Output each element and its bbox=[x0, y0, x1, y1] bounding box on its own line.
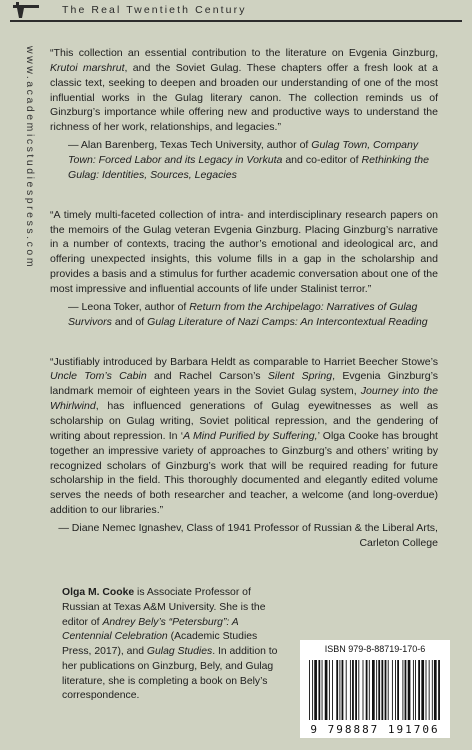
text-run: Krutoi marshrut bbox=[50, 61, 125, 74]
text-run: is Associate Professor of Russian at Texas A&M University. She is the editor of bbox=[62, 587, 266, 628]
barcode-bar bbox=[432, 660, 433, 720]
text-run: and co-editor of bbox=[282, 154, 362, 167]
blurb-quote bbox=[50, 355, 438, 518]
text-run: “A timely multi-faceted collection of intra- and interdisciplinary research papers on the memoirs of the Gulag veteran Evgenia Ginzburg. Placing Ginzburg’s narrative in a number of contexts, tracing the author’s emotional and ideological arc, and offering unexpected insights, this volume fills in a gap in the scholarship and provides a basis and a stimulus for further academic conversation about one of the most impressive and influential accounts of life under Stalinist terror.” bbox=[50, 208, 438, 296]
publisher-logo-icon bbox=[12, 2, 40, 20]
text-run: Olga M. Cooke bbox=[62, 587, 135, 598]
text-run: , Evgenia Ginzburg’s landmark memoir of eighteen years in the Soviet Gulag system, bbox=[50, 370, 438, 398]
barcode-bar bbox=[358, 660, 359, 720]
blurb-attribution bbox=[50, 521, 438, 551]
blurbs bbox=[50, 46, 438, 551]
barcode-bar bbox=[402, 660, 403, 720]
barcode-bar bbox=[415, 660, 416, 720]
barcode-bar bbox=[405, 660, 407, 720]
barcode-bar bbox=[429, 660, 430, 720]
barcode-bar bbox=[388, 660, 389, 720]
text-run: Gulag Studies bbox=[146, 646, 213, 658]
barcode-bar bbox=[355, 660, 357, 720]
text-run: Rethinking the Gulag: Identities, Sources, Legacies bbox=[68, 154, 429, 181]
barcode-bar bbox=[397, 660, 399, 720]
barcode-bar bbox=[378, 660, 380, 720]
header-rule bbox=[10, 20, 462, 22]
barcode-bar bbox=[376, 660, 377, 720]
text-run: A Mind Purified by Suffering, bbox=[183, 429, 318, 442]
text-run: “Justifiably introduced by Barbara Heldt as comparable to Harriet Beecher Stowe’s bbox=[50, 355, 438, 368]
barcode-bar bbox=[332, 660, 333, 720]
barcode bbox=[300, 640, 450, 738]
series-title: The Real Twentieth Century bbox=[62, 4, 247, 16]
text-run: Gulag Town, Company Town: Forced Labor and its Legacy in Vorkuta bbox=[68, 139, 419, 167]
barcode-bar bbox=[314, 660, 317, 720]
barcode-bar bbox=[352, 660, 354, 720]
barcode-bar bbox=[366, 660, 368, 720]
barcode-bar bbox=[336, 660, 338, 720]
barcode-bar bbox=[408, 660, 411, 720]
text-run: , and the Soviet Gulag. These chapters offer a fresh look at a classic text, seeking to deepen and broaden our understanding of one of the most influential works in the Gulag literary canon. The collection reminds us of Ginzburg’s importance while offering new and productive ways to understand the richness of her work, relationships, and legacies.” bbox=[50, 61, 438, 134]
barcode-bar bbox=[369, 660, 370, 720]
barcode-bar bbox=[372, 660, 375, 720]
publisher-url: www.academicstudiespress.com bbox=[24, 46, 36, 270]
barcode-bar bbox=[329, 660, 330, 720]
text-run: . In addition to her publications on Ginzburg, Bely, and Gulag literature, she is completing a book on Bely’s correspondence. bbox=[62, 646, 278, 702]
blurb-quote bbox=[50, 208, 438, 297]
text-run: Return from the Archipelago: Narratives of Gulag Survivors bbox=[68, 300, 418, 328]
barcode-bar bbox=[418, 660, 420, 720]
barcode-bar bbox=[385, 660, 387, 720]
barcode-bar bbox=[350, 660, 351, 720]
isbn-label: ISBN 979-8-88719-170-6 bbox=[324, 644, 426, 654]
text-run: ’ Olga Cooke has brought together an impressive variety of approaches to Ginzburg’s and others’ writing by recognized scholars of Ginzburg’s work that will be required reading for future scholarship in the field. This thoroughly documented and elegantly edited volume serves the needs of both researcher and teacher, a welcome (and long-overdue) addition to our libraries.” bbox=[50, 429, 438, 517]
text-run: Journey into the Whirlwind bbox=[50, 385, 438, 413]
barcode-bar bbox=[434, 660, 437, 720]
barcode-bar bbox=[421, 660, 424, 720]
text-run: Uncle Tom’s Cabin bbox=[50, 370, 147, 383]
text-run: — Alan Barenberg, Texas Tech University, author of bbox=[68, 139, 312, 152]
text-run: , has influenced generations of Gulag eyewitnesses as well as scholarship on Gulag writing, Soviet political repression, and the gendering of writing about repression. In ‘ bbox=[50, 400, 438, 442]
text-run: Andrey Bely’s “Petersburg”: A Centennial Celebration bbox=[62, 616, 239, 643]
text-run: and of bbox=[111, 315, 148, 328]
text-run: Gulag Literature of Nazi Camps: An Intercontextual Reading bbox=[147, 315, 428, 328]
barcode-bar bbox=[325, 660, 328, 720]
barcode-bar bbox=[312, 660, 313, 720]
barcode-bar bbox=[339, 660, 340, 720]
barcode-bar bbox=[381, 660, 383, 720]
barcode-bar bbox=[438, 660, 440, 720]
barcode-bar bbox=[309, 660, 310, 720]
barcode-bars bbox=[307, 660, 443, 720]
barcode-bar bbox=[413, 660, 414, 720]
barcode-bar bbox=[342, 660, 344, 720]
author-bio bbox=[62, 586, 282, 704]
barcode-bar bbox=[392, 660, 393, 720]
blurb-attribution bbox=[50, 138, 438, 183]
text-run: and Rachel Carson’s bbox=[146, 370, 268, 383]
barcode-bar bbox=[426, 660, 427, 720]
barcode-bar bbox=[318, 660, 320, 720]
barcode-bar bbox=[322, 660, 323, 720]
text-run: — Diane Nemec Ignashev, Class of 1941 Professor of Russian & the Liberal Arts, Carleton College bbox=[58, 522, 438, 549]
text-run: Silent Spring bbox=[267, 370, 333, 383]
barcode-bar bbox=[395, 660, 396, 720]
text-run: “This collection an essential contribution to the literature on Evgenia Ginzburg, bbox=[50, 47, 438, 59]
blurb-quote bbox=[50, 46, 438, 135]
text-run: — Leona Toker, author of bbox=[68, 300, 190, 313]
blurb-attribution bbox=[50, 300, 438, 330]
barcode-bar bbox=[363, 660, 364, 720]
text-run: (Academic Studies Press, 2017), and bbox=[62, 631, 258, 658]
barcode-digits: 9 798887 191706 bbox=[310, 723, 440, 736]
barcode-bar bbox=[346, 660, 347, 720]
